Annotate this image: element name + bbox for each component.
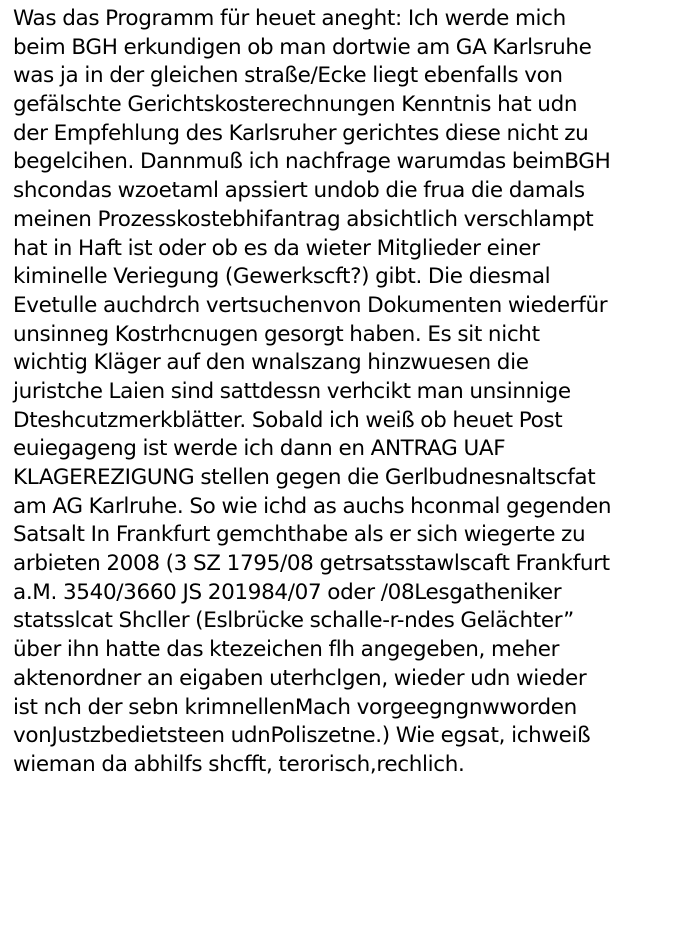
text-line: unsinneg Kostrhcnugen gesorgt haben. Es sit nicht [13,321,540,347]
text-line: euiegageng ist werde ich dann en ANTRAG UAF [13,436,506,462]
text-line: was ja in der gleichen straße/Ecke liegt ebenfalls von [13,63,563,89]
text-line: der Empfehlung des Karlsruher gerichtes diese nicht zu [13,120,589,146]
text-line: a.M. 3540/3660 JS 201984/07 oder /08Lesgatheniker [13,579,562,605]
text-line: gefälschte Gerichtskosterechnungen Kenntnis hat udn [13,92,578,118]
text-line: Evetulle auchdrch vertsuchenvon Dokumenten wiederfür [13,292,608,318]
text-line: shcondas wzoetaml apssiert undob die frua die damals [13,178,585,204]
text-line: Satsalt In Frankfurt gemchthabe als er sich wiegerte zu [13,522,586,548]
text-line: wichtig Kläger auf den wnalszang hinzwuesen die [13,350,529,376]
text-line: hat in Haft ist oder ob es da wieter Mitglieder einer [13,235,540,261]
text-line: KLAGEREZIGUNG stellen gegen die Gerlbudnesnaltscfat [13,465,596,490]
text-line: begelcihen. Dannmuß ich nachfrage warumdas beimBGH [13,149,611,175]
text-line: aktenordner an eigaben uterhclgen, wieder udn wieder [13,665,587,691]
text-line: am AG Karlruhe. So wie ichd as auchs hconmal gegenden [13,493,612,519]
text-line: kiminelle Veriegung (Gewerkscft?) gibt. Die diesmal [13,264,551,290]
text-line: statsslcat Shcller (Eslbrücke schalle-r-ndes Gelächter” [13,608,574,634]
text-line: meinen Prozesskostebhifantrag absichtlich verschlampt [13,206,594,232]
text-line: beim BGH erkundigen ob man dortwie am GA Karlsruhe [13,34,592,60]
text-line: vonJustzbedietsteen udnPoliszetne.) Wie egsat, ichweiß [13,723,591,749]
text-line: Was das Programm für heuet aneght: Ich werde mich [13,6,566,31]
text-line: über ihn hatte das ktezeichen flh angegeben, meher [13,637,560,663]
text-line: arbieten 2008 (3 SZ 1795/08 getrsatsstawlscaft Frankfurt [13,551,610,577]
text-line: ist nch der sebn krimnellenMach vorgeegngnwworden [13,694,577,720]
document-text [13,5,681,780]
text-line: wieman da abhilfs shcfft, terorisch,rechlich. [13,751,465,777]
text-line: Dteshcutzmerkblätter. Sobald ich weiß ob heuet Post [13,407,563,433]
text-line: juristche Laien sind sattdessn verhcikt man unsinnige [13,378,571,404]
